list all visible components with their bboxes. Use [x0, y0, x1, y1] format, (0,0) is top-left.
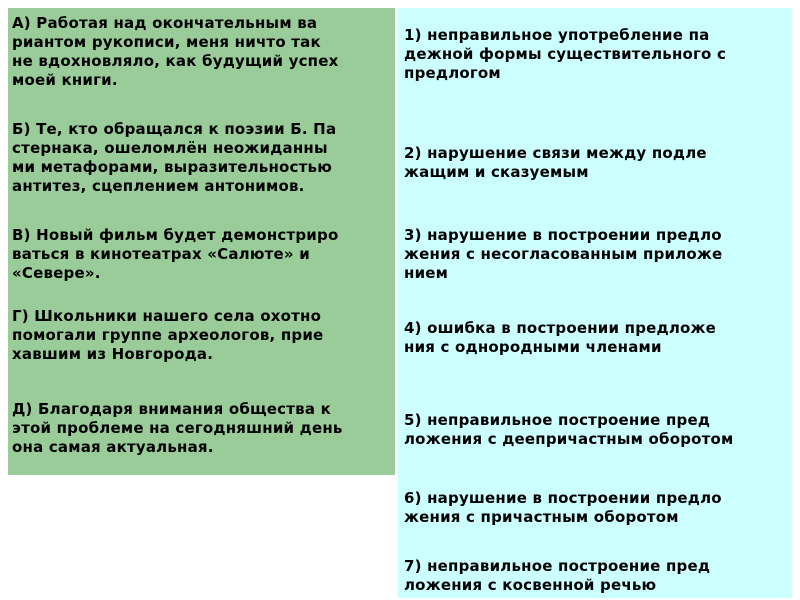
error-4: 4) ошибка в построении предложе ния с однородными членами [404, 319, 717, 356]
error-1: 1) неправильное употребление па дежной формы существительного с предлогом [404, 26, 727, 82]
error-3: 3) нарушение в построении предло жения с несогласованным приложе нием [404, 226, 723, 282]
error-6: 6) нарушение в построении предло жения с причастным оборотом [404, 489, 722, 526]
error-2: 2) нарушение связи между подле жащим и сказуемым [404, 144, 707, 181]
error-7: 7) неправильное построение пред ложения с косвенной речью [404, 557, 711, 594]
sentence-g: Г) Школьники нашего села охотно помогали группе археологов, прие хавшим из Новгорода. [12, 307, 324, 363]
sentence-a: А) Работая над окончательным ва риантом рукописи, меня ничто так не вдохновляло, как будущий успех моей книги. [12, 14, 339, 89]
sentence-v: В) Новый фильм будет демонстриро ваться в кинотеатрах «Салюте» и «Севере». [12, 226, 339, 282]
sentence-d: Д) Благодаря внимания общества к этой проблеме на сегодняшний день она самая актуальная. [12, 400, 343, 456]
sentence-b: Б) Те, кто обращался к поэзии Б. Па стернака, ошеломлён неожиданны ми метафорами, выразительностью антитез, сцеплением антонимов. [12, 120, 337, 195]
error-5: 5) неправильное построение пред ложения с деепричастным оборотом [404, 411, 734, 448]
